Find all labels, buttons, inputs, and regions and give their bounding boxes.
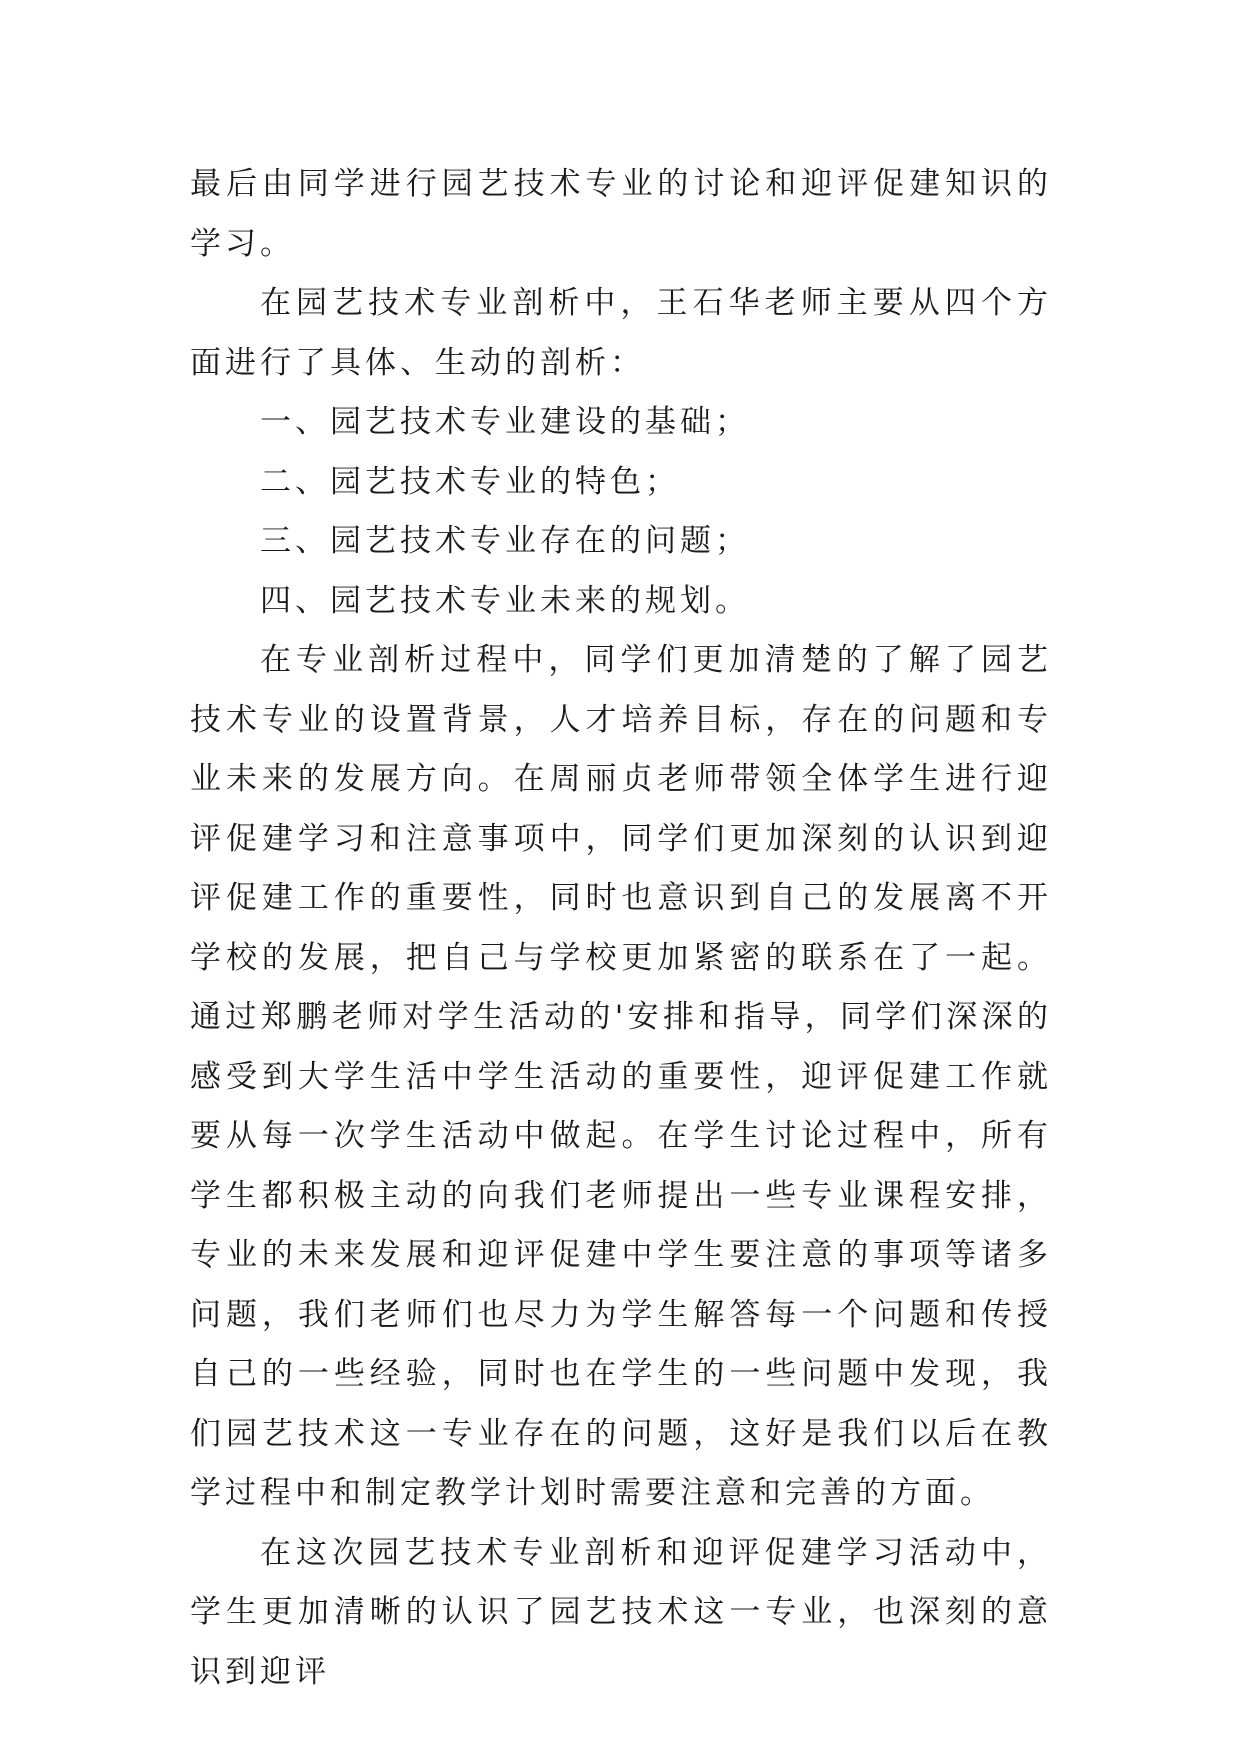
paragraph-analysis-overview: 在园艺技术专业剖析中，王石华老师主要从四个方面进行了具体、生动的剖析： [190,285,1052,381]
document-body [190,155,1052,1702]
list-item-foundation: 一、园艺技术专业建设的基础； [260,404,750,440]
paragraph-activity-summary: 在这次园艺技术专业剖析和迎评促建学习活动中，学生更加清晰的认识了园艺技术这一专业，也深刻的意识到迎评 [190,1534,1052,1690]
list-item-future-plan: 四、园艺技术专业未来的规划。 [260,582,750,619]
paragraph-intro-continuation: 最后由同学进行园艺技术专业的讨论和迎评促建知识的学习。 [190,166,1052,262]
list-item-problems: 三、园艺技术专业存在的问题； [260,523,750,559]
paragraph-analysis-process: 在专业剖析过程中，同学们更加清楚的了解了园艺技术专业的设置背景，人才培养目标，存在的问题和专业未来的发展方向。在周丽贞老师带领全体学生进行迎评促建学习和注意事项中，同学们更加深刻的认识到迎评促建工作的重要性，同时也意识到自己的发展离不开学校的发展，把自己与学校更加紧密的联系在了一起。通过郑鹏老师对学生活动的'安排和指导，同学们深深的感受到大学生活中学生活动的重要性，迎评促建工作就要从每一次学生活动中做起。在学生讨论过程中，所有学生都积极主动的向我们老师提出一些专业课程安排，专业的未来发展和迎评促建中学生要注意的事项等诸多问题，我们老师们也尽力为学生解答每一个问题和传授自己的一些经验，同时也在学生的一些问题中发现，我们园艺技术这一专业存在的问题，这好是我们以后在教学过程中和制定教学计划时需要注意和完善的方面。 [190,642,1052,1511]
list-item-features: 二、园艺技术专业的特色； [260,463,680,500]
